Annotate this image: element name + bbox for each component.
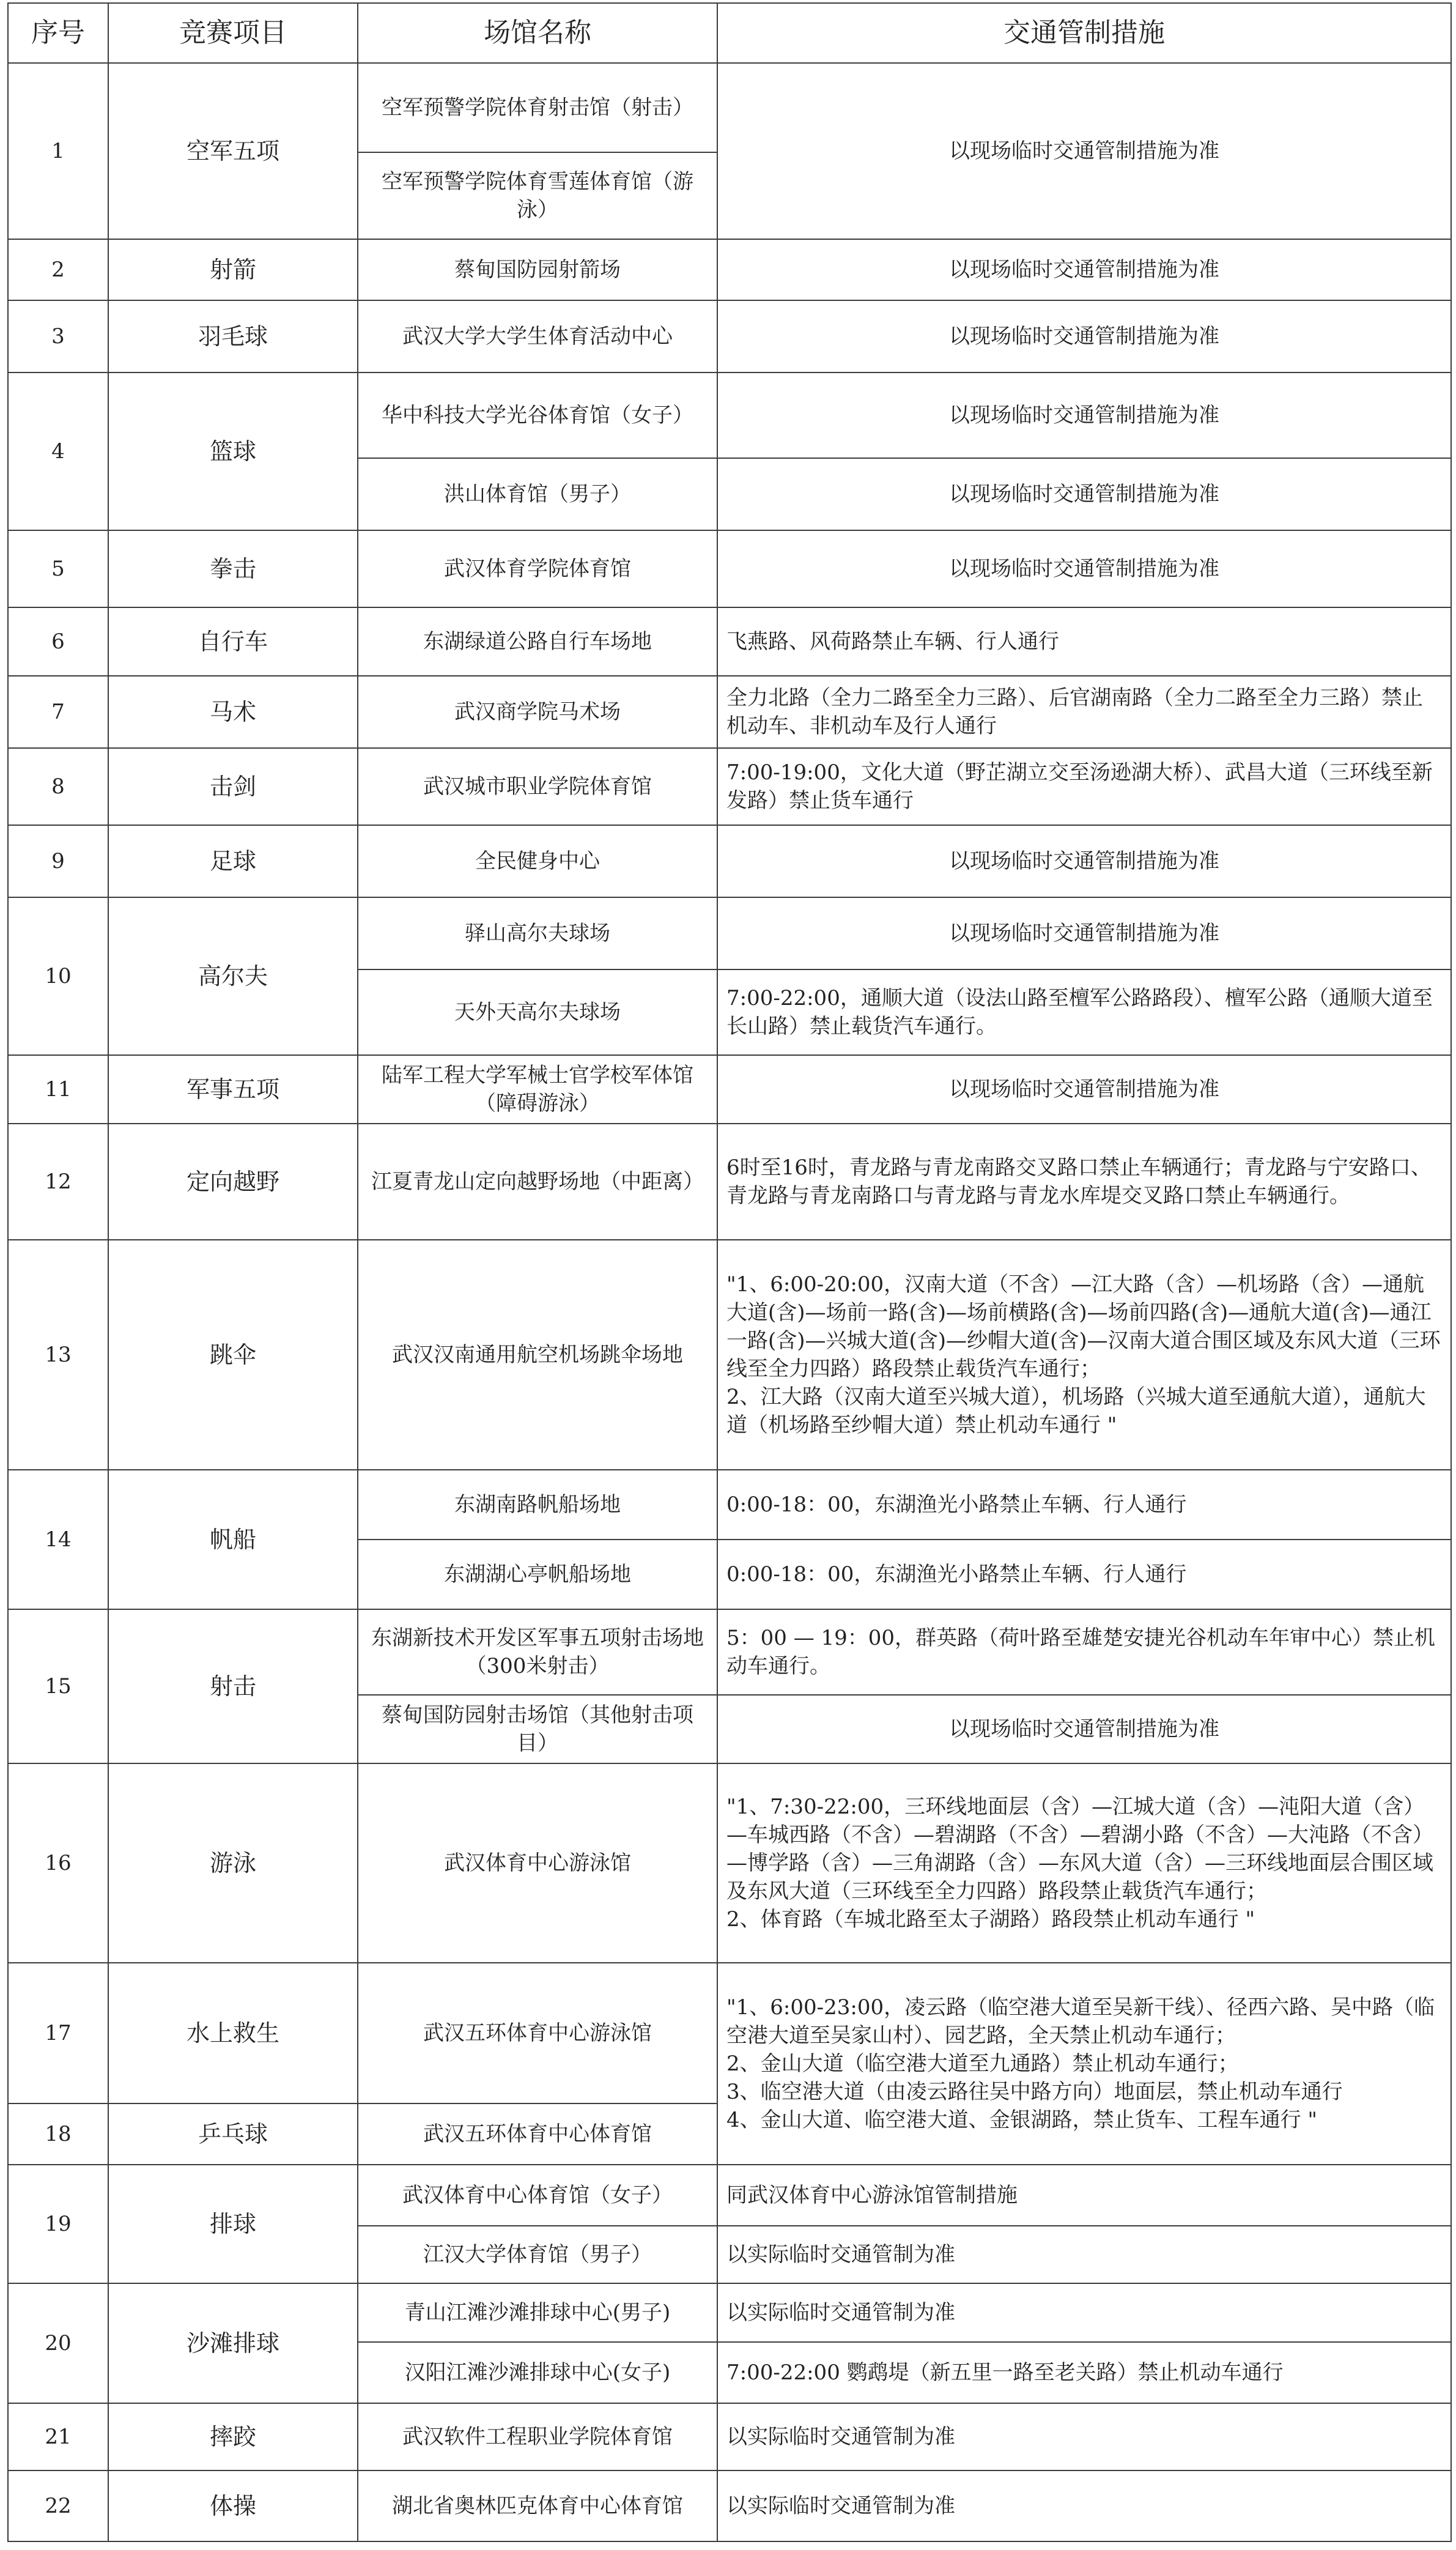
traffic-measure: 7:00-22:00 鹦鹉堤（新五里一路至老关路）禁止机动车通行 [717, 2342, 1451, 2403]
row-number: 4 [8, 372, 108, 530]
table-row [8, 63, 1451, 152]
traffic-measure [717, 1763, 1451, 1963]
table-row [8, 1240, 1451, 1470]
venue-name: 陆军工程大学军械士官学校军体馆（障碍游泳） [358, 1055, 717, 1124]
traffic-measure: 飞燕路、风荷路禁止车辆、行人通行 [717, 607, 1451, 676]
traffic-measure: 0:00-18：00，东湖渔光小路禁止车辆、行人通行 [717, 1540, 1451, 1609]
traffic-measure: 以实际临时交通管制为准 [717, 2403, 1451, 2470]
venue-name: 武汉城市职业学院体育馆 [358, 748, 717, 825]
traffic-measure-line: 3、临空港大道（由凌云路往吴中路方向）地面层，禁止机动车通行 [726, 2080, 1343, 2104]
venue-name: 空军预警学院体育雪莲体育馆（游泳） [358, 152, 717, 239]
venue-name: 武汉五环体育中心游泳馆 [358, 1963, 717, 2103]
header-venue: 场馆名称 [358, 3, 717, 63]
row-number: 1 [8, 63, 108, 239]
table-row [8, 1124, 1451, 1240]
row-number: 21 [8, 2403, 108, 2470]
venue-name: 东湖湖心亭帆船场地 [358, 1540, 717, 1609]
row-number: 3 [8, 300, 108, 372]
sport-name: 足球 [108, 825, 358, 897]
traffic-measure-line: "1、6:00-20:00，汉南大道（不含）—江大路（含）—机场路（含）—通航大道(含)—场前一路(含)—场前横路(含)—场前四路(含)—通航大道(含)—通江一路(含)—兴城大道(含)—纱帽大道(含)—汉南大道合围区域及东风大道（三环线至全力四路）路段禁止载货汽车通行； [726, 1272, 1441, 1381]
sport-name: 定向越野 [108, 1124, 358, 1240]
traffic-measure [717, 1240, 1451, 1470]
header-traffic: 交通管制措施 [717, 3, 1451, 63]
venue-name: 华中科技大学光谷体育馆（女子） [358, 372, 717, 458]
table-row [8, 748, 1451, 825]
venue-name: 武汉汉南通用航空机场跳伞场地 [358, 1240, 717, 1470]
table-row [8, 530, 1451, 607]
traffic-measure-shared [717, 1963, 1451, 2165]
sport-name: 羽毛球 [108, 300, 358, 372]
venue-name: 天外天高尔夫球场 [358, 969, 717, 1055]
sport-name: 帆船 [108, 1470, 358, 1609]
venue-name: 武汉体育学院体育馆 [358, 530, 717, 607]
traffic-measure: 以现场临时交通管制措施为准 [717, 239, 1451, 300]
sport-name: 篮球 [108, 372, 358, 530]
row-number: 2 [8, 239, 108, 300]
venue-name: 武汉大学大学生体育活动中心 [358, 300, 717, 372]
traffic-measure: 6时至16时，青龙路与青龙南路交叉路口禁止车辆通行；青龙路与宁安路口、青龙路与青龙南路口与青龙路与青龙水库堤交叉路口禁止车辆通行。 [717, 1124, 1451, 1240]
traffic-control-table [7, 2, 1452, 2542]
sport-name: 拳击 [108, 530, 358, 607]
venue-name: 东湖新技术开发区军事五项射击场地（300米射击） [358, 1609, 717, 1695]
table-row [8, 2470, 1451, 2541]
row-number: 22 [8, 2470, 108, 2541]
sport-name: 摔跤 [108, 2403, 358, 2470]
traffic-measure: 以现场临时交通管制措施为准 [717, 1695, 1451, 1763]
traffic-measure: 以现场临时交通管制措施为准 [717, 300, 1451, 372]
table-row [8, 1763, 1451, 1963]
table-row [8, 1609, 1451, 1695]
header-row [8, 3, 1451, 63]
row-number: 8 [8, 748, 108, 825]
table-row [8, 607, 1451, 676]
traffic-measure: 全力北路（全力二路至全力三路）、后官湖南路（全力二路至全力三路）禁止机动车、非机动车及行人通行 [717, 676, 1451, 748]
row-number: 20 [8, 2283, 108, 2403]
row-number: 5 [8, 530, 108, 607]
sport-name: 排球 [108, 2165, 358, 2283]
row-number: 15 [8, 1609, 108, 1763]
traffic-measure: 以实际临时交通管制为准 [717, 2283, 1451, 2342]
sport-name: 军事五项 [108, 1055, 358, 1124]
sport-name: 体操 [108, 2470, 358, 2541]
table-row [8, 897, 1451, 969]
sport-name: 游泳 [108, 1763, 358, 1963]
table-row [8, 372, 1451, 458]
traffic-measure: 以现场临时交通管制措施为准 [717, 1055, 1451, 1124]
sport-name: 自行车 [108, 607, 358, 676]
header-no: 序号 [8, 3, 108, 63]
traffic-measure: 以实际临时交通管制为准 [717, 2226, 1451, 2283]
table-row [8, 1963, 1451, 2103]
venue-name: 武汉软件工程职业学院体育馆 [358, 2403, 717, 2470]
row-number: 11 [8, 1055, 108, 1124]
traffic-measure-line: 2、体育路（车城北路至太子湖路）路段禁止机动车通行 " [726, 1907, 1255, 1932]
traffic-measure-line: 4、金山大道、临空港大道、金银湖路，禁止货车、工程车通行 " [726, 2108, 1318, 2132]
row-number: 6 [8, 607, 108, 676]
venue-name: 蔡甸国防园射击场馆（其他射击项目） [358, 1695, 717, 1763]
sport-name: 高尔夫 [108, 897, 358, 1055]
row-number: 19 [8, 2165, 108, 2283]
venue-name: 汉阳江滩沙滩排球中心(女子) [358, 2342, 717, 2403]
traffic-measure: 同武汉体育中心游泳馆管制措施 [717, 2165, 1451, 2226]
row-number: 10 [8, 897, 108, 1055]
traffic-measure: 7:00-22:00，通顺大道（设法山路至檀军公路路段）、檀军公路（通顺大道至长山路）禁止载货汽车通行。 [717, 969, 1451, 1055]
table-row [8, 676, 1451, 748]
sport-name: 击剑 [108, 748, 358, 825]
sport-name: 乒乓球 [108, 2103, 358, 2165]
traffic-measure: 以现场临时交通管制措施为准 [717, 530, 1451, 607]
traffic-measure: 以实际临时交通管制为准 [717, 2470, 1451, 2541]
venue-name: 江夏青龙山定向越野场地（中距离） [358, 1124, 717, 1240]
sport-name: 水上救生 [108, 1963, 358, 2103]
traffic-measure: 0:00-18：00，东湖渔光小路禁止车辆、行人通行 [717, 1470, 1451, 1540]
venue-name: 东湖绿道公路自行车场地 [358, 607, 717, 676]
venue-name: 空军预警学院体育射击馆（射击） [358, 63, 717, 152]
venue-name: 驿山高尔夫球场 [358, 897, 717, 969]
row-number: 18 [8, 2103, 108, 2165]
table-row [8, 825, 1451, 897]
row-number: 17 [8, 1963, 108, 2103]
venue-name: 江汉大学体育馆（男子） [358, 2226, 717, 2283]
venue-name: 东湖南路帆船场地 [358, 1470, 717, 1540]
venue-name: 武汉体育中心游泳馆 [358, 1763, 717, 1963]
sport-name: 空军五项 [108, 63, 358, 239]
venue-name: 全民健身中心 [358, 825, 717, 897]
traffic-measure: 5：00 — 19：00，群英路（荷叶路至雄楚安捷光谷机动车年审中心）禁止机动车通行。 [717, 1609, 1451, 1695]
sport-name: 沙滩排球 [108, 2283, 358, 2403]
table-row [8, 2403, 1451, 2470]
sport-name: 射击 [108, 1609, 358, 1763]
header-sport: 竞赛项目 [108, 3, 358, 63]
row-number: 13 [8, 1240, 108, 1470]
row-number: 7 [8, 676, 108, 748]
traffic-measure: 以现场临时交通管制措施为准 [717, 458, 1451, 530]
traffic-measure-line: 2、金山大道（临空港大道至九通路）禁止机动车通行； [726, 2051, 1239, 2076]
row-number: 14 [8, 1470, 108, 1609]
table-row [8, 2165, 1451, 2226]
table-row [8, 2283, 1451, 2342]
traffic-measure-line: "1、7:30-22:00，三环线地面层（含）—江城大道（含）—沌阳大道（含）—车城西路（不含）—碧湖路（不含）—碧湖小路（不含）—大沌路（不含）—博学路（含）—三角湖路（含）—东风大道（含）—三环线地面层合围区域及东风大道（三环线至全力四路）路段禁止载货汽车通行； [726, 1795, 1433, 1903]
traffic-measure: 以现场临时交通管制措施为准 [717, 825, 1451, 897]
sport-name: 跳伞 [108, 1240, 358, 1470]
venue-name: 蔡甸国防园射箭场 [358, 239, 717, 300]
table-row [8, 239, 1451, 300]
traffic-measure: 7:00-19:00，文化大道（野芷湖立交至汤逊湖大桥）、武昌大道（三环线至新发路）禁止货车通行 [717, 748, 1451, 825]
traffic-measure-line: "1、6:00-23:00，凌云路（临空港大道至吴新干线）、径西六路、吴中路（临空港大道至吴家山村）、园艺路，全天禁止机动车通行； [726, 1995, 1435, 2048]
sport-name: 马术 [108, 676, 358, 748]
row-number: 16 [8, 1763, 108, 1963]
traffic-measure: 以现场临时交通管制措施为准 [717, 63, 1451, 239]
venue-name: 武汉五环体育中心体育馆 [358, 2103, 717, 2165]
row-number: 12 [8, 1124, 108, 1240]
venue-name: 洪山体育馆（男子） [358, 458, 717, 530]
table-row [8, 300, 1451, 372]
table-row [8, 1470, 1451, 1540]
venue-name: 武汉商学院马术场 [358, 676, 717, 748]
table-row [8, 1055, 1451, 1124]
sport-name: 射箭 [108, 239, 358, 300]
traffic-measure: 以现场临时交通管制措施为准 [717, 897, 1451, 969]
venue-name: 武汉体育中心体育馆（女子） [358, 2165, 717, 2226]
venue-name: 湖北省奥林匹克体育中心体育馆 [358, 2470, 717, 2541]
traffic-measure: 以现场临时交通管制措施为准 [717, 372, 1451, 458]
row-number: 9 [8, 825, 108, 897]
traffic-measure-line: 2、江大路（汉南大道至兴城大道），机场路（兴城大道至通航大道），通航大道（机场路至纱帽大道）禁止机动车通行 " [726, 1385, 1426, 1437]
venue-name: 青山江滩沙滩排球中心(男子) [358, 2283, 717, 2342]
